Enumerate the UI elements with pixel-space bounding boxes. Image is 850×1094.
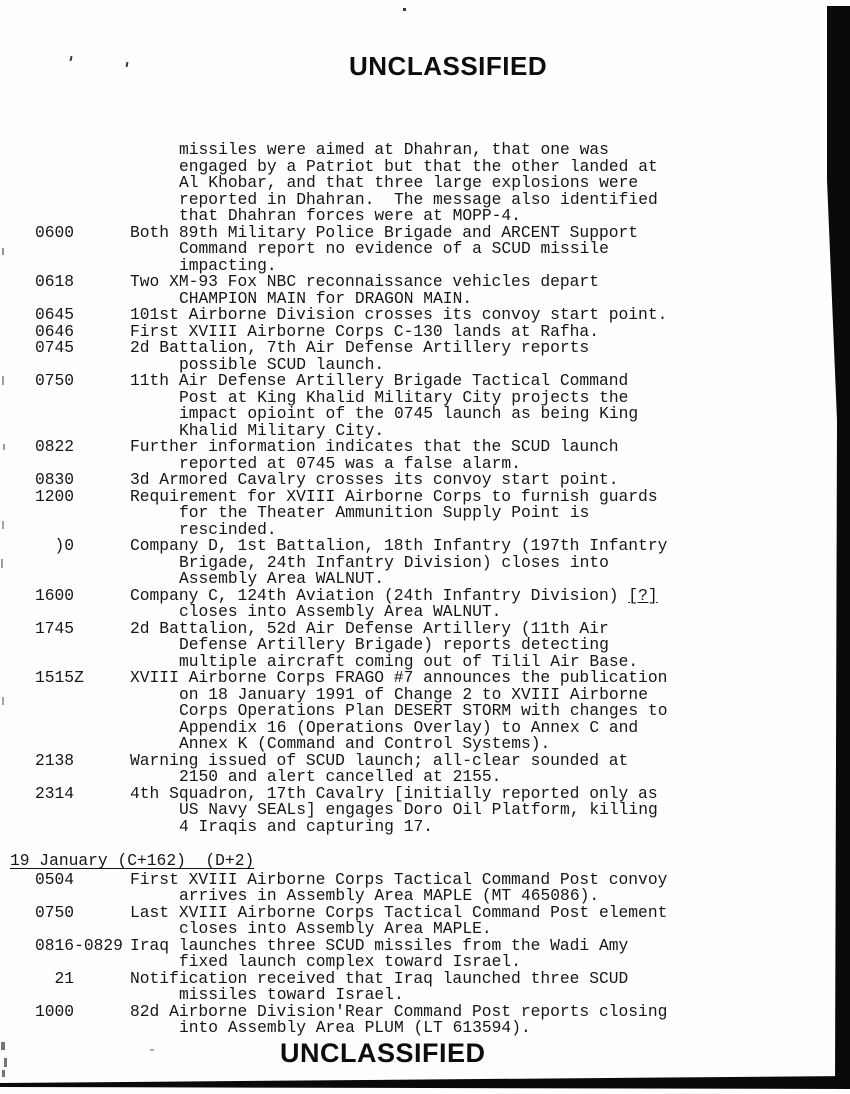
log-entry-time: 0830: [35, 470, 75, 489]
log-entry: [35, 142, 775, 225]
log-entry-line: into Assembly Area PLUM (LT 613594).: [179, 1018, 531, 1037]
log-entry-line: Defense Artillery Brigade) reports detecting: [179, 635, 609, 654]
log-entry: [35, 439, 775, 472]
log-entry-time: 1515Z: [35, 668, 84, 687]
scan-artifact: [3, 444, 5, 450]
date-section-heading: 19 January (C+162) (D+2): [10, 851, 255, 870]
scan-artifact: [126, 62, 129, 67]
scan-artifact: [70, 56, 73, 61]
log-entry-line: that Dhahran forces were at MOPP-4.: [179, 206, 521, 225]
log-entry-time: 1600: [35, 585, 75, 605]
log-entry-text: [130, 968, 775, 1004]
log-entry-time: 21: [35, 968, 75, 988]
log-entry-text: [130, 486, 775, 539]
log-entry-line: missiles were aimed at Dhahran, that one was: [179, 140, 609, 159]
log-entry: [35, 935, 775, 971]
log-entry-time: 1745: [35, 618, 75, 638]
log-entry-time: 0504: [35, 869, 75, 889]
log-entry: [35, 585, 775, 621]
log-entry-time: [35, 142, 130, 225]
log-entry-time: 0816-0829: [35, 935, 123, 955]
log-entry-line: fixed launch complex toward Israel.: [179, 952, 521, 971]
log-entry-time: 0750: [35, 371, 75, 390]
log-entry-text: [130, 373, 775, 439]
log-entry-line: First XVIII Airborne Corps C-130 lands at Rafha.: [130, 321, 599, 341]
log-entry-line: Al Khobar, and that three large explosions were: [179, 173, 639, 192]
log-entry-line: 101st Airborne Division crosses its convoy start point.: [130, 305, 668, 324]
log-entry-text: [130, 222, 775, 275]
classification-header: UNCLASSIFIED: [349, 51, 548, 81]
log-entry-time: 1000: [35, 1001, 75, 1021]
scan-edge-bar-bottom: [0, 1072, 850, 1094]
log-entry-line: 2150 and alert cancelled at 2155.: [179, 767, 502, 786]
log-entry-line: Iraq launches three SCUD missiles from the Wadi Amy: [130, 935, 629, 955]
log-entry-time: 0745: [35, 338, 75, 357]
log-entry-time: 0750: [35, 902, 75, 922]
log-entry: [35, 968, 775, 1004]
log-entry-text: [130, 670, 775, 753]
log-entry-text: [130, 750, 775, 786]
log-entry-line: Notification received that Iraq launched three SCUD: [130, 968, 629, 988]
scan-artifact: [2, 697, 4, 705]
scan-artifact: [2, 1070, 5, 1077]
log-entry-time: 0618: [35, 272, 75, 291]
log-entry: [35, 902, 775, 938]
log-entry-line: Post at King Khalid Military City projects the: [179, 387, 629, 407]
log-entry-time: 0600: [35, 222, 75, 242]
log-entry-line: Assembly Area WALNUT.: [179, 569, 385, 588]
log-entry-text: [130, 439, 775, 472]
log-entry-line: First XVIII Airborne Corps Tactical Command Post convoy: [130, 869, 668, 889]
log-entry-text: [130, 538, 775, 588]
log-entry-time: 2314: [35, 783, 75, 803]
log-entry-time: )0: [35, 536, 75, 555]
scan-artifact: [1, 559, 3, 568]
log-entry-text: [130, 1001, 775, 1037]
log-entry-line: Both 89th Military Police Brigade and ARCENT Support: [130, 222, 639, 242]
log-entry-line: CHAMPION MAIN for DRAGON MAIN.: [179, 288, 473, 308]
log-entry-text: [130, 869, 775, 905]
log-entry-text: [130, 618, 775, 671]
operations-log: [10, 140, 775, 1037]
log-entry-line: engaged by a Patriot but that the other landed at: [179, 156, 658, 176]
log-entry: [35, 222, 775, 275]
log-entry-line: 3d Armored Cavalry crosses its convoy start point.: [130, 470, 619, 489]
log-entry: [35, 670, 775, 753]
log-entry-line: Warning issued of SCUD launch; all-clear sounded at: [130, 750, 629, 770]
log-entry: [35, 373, 775, 439]
log-entry-line: closes into Assembly Area MAPLE.: [179, 919, 492, 938]
log-entry-line: on 18 January 1991 of Change 2 to XVIII Airborne: [179, 684, 648, 704]
log-entry-line: XVIII Airborne Corps FRAGO #7 announces the publication: [130, 668, 668, 687]
log-entry-line: reported in Dhahran. The message also identified: [179, 189, 658, 209]
scan-edge-bar-right: [826, 0, 850, 1094]
log-entry-line: reported at 0745 was a false alarm.: [179, 453, 521, 473]
scan-artifact: [4, 1058, 7, 1067]
log-entry-line: Company D, 1st Battalion, 18th Infantry (197th Infantry: [130, 536, 668, 555]
log-entry-line: Requirement for XVIII Airborne Corps to furnish guards: [130, 486, 658, 506]
log-entry-line: 82d Airborne Division'Rear Command Post reports closing: [130, 1001, 668, 1021]
log-entry-line: US Navy SEALs] engages Doro Oil Platform, killing: [179, 800, 658, 819]
log-entry-text: [130, 935, 775, 971]
log-entry-line: 2d Battalion, 52d Air Defense Artillery (11th Air: [130, 618, 609, 638]
log-entry-line: Last XVIII Airborne Corps Tactical Command Post element: [130, 902, 668, 922]
log-entry-line: possible SCUD launch.: [179, 354, 385, 374]
log-entry-line: Brigade, 24th Infantry Division) closes into: [179, 552, 609, 572]
log-entry: [35, 274, 775, 307]
log-entry-line: Appendix 16 (Operations Overlay) to Annex C and: [179, 717, 639, 737]
log-entry-line: 11th Air Defense Artillery Brigade Tactical Command: [130, 371, 629, 390]
log-entry: [35, 538, 775, 588]
classification-footer: UNCLASSIFIED: [280, 1038, 486, 1068]
log-entry: [35, 1001, 775, 1037]
log-entry-time: 0645: [35, 305, 75, 324]
log-entry-text: [130, 902, 775, 938]
log-entry-line: Khalid Military City.: [179, 420, 385, 440]
log-entry: [35, 340, 775, 373]
log-entry-line: for the Theater Ammunition Supply Point is: [179, 503, 590, 522]
log-entry-line: multiple aircraft coming out of Tilil Air Base.: [179, 651, 639, 671]
scan-artifact: [1, 1042, 5, 1050]
log-entry: [35, 783, 775, 836]
scan-artifact: [2, 376, 4, 385]
log-entry-line: impacting.: [179, 255, 277, 275]
log-entry-line: arrives in Assembly Area MAPLE (MT 465086).: [179, 886, 600, 905]
log-entry-text: [130, 274, 775, 307]
log-entry: [35, 618, 775, 671]
log-entry: [35, 750, 775, 786]
log-entry: [35, 869, 775, 905]
log-entry-line: Further information indicates that the SCUD launch: [130, 437, 619, 456]
log-entry-time: 1200: [35, 486, 75, 506]
log-entry-text: [130, 142, 775, 225]
log-entry-line: Command report no evidence of a SCUD missile: [179, 239, 609, 258]
log-entry-text: [130, 585, 775, 621]
log-entry-line: 4th Squadron, 17th Cavalry [initially reported only as: [130, 783, 658, 803]
log-entry-line: impact opioint of the 0745 launch as being King: [179, 404, 639, 423]
underlined-annotation: [?]: [628, 585, 658, 605]
log-entry-line: Two XM-93 Fox NBC reconnaissance vehicles depart: [130, 272, 599, 291]
log-entry-line: Corps Operations Plan DESERT STORM with changes to: [179, 701, 668, 720]
log-entry-time: 0822: [35, 437, 75, 456]
log-entry: [35, 486, 775, 539]
log-entry-time: 0646: [35, 321, 75, 341]
text-segment: Company C, 124th Aviation (24th Infantry Division): [130, 585, 629, 605]
log-entry-line: Annex K (Command and Control Systems).: [179, 734, 551, 753]
scan-artifact: [150, 1049, 154, 1051]
scan-artifact: [403, 8, 406, 11]
log-entry-text: [130, 783, 775, 836]
log-entry-line: missiles toward Israel.: [179, 985, 404, 1004]
log-entry-line: rescinded.: [179, 519, 277, 539]
log-entry-line: 2d Battalion, 7th Air Defense Artillery reports: [130, 338, 590, 357]
log-entry-time: 2138: [35, 750, 75, 770]
log-entry-line: closes into Assembly Area WALNUT.: [179, 602, 502, 621]
scan-artifact: [2, 521, 4, 529]
scan-artifact: [2, 248, 4, 255]
log-entry-text: [130, 340, 775, 373]
log-entry-line: 4 Iraqis and capturing 17.: [179, 816, 434, 836]
